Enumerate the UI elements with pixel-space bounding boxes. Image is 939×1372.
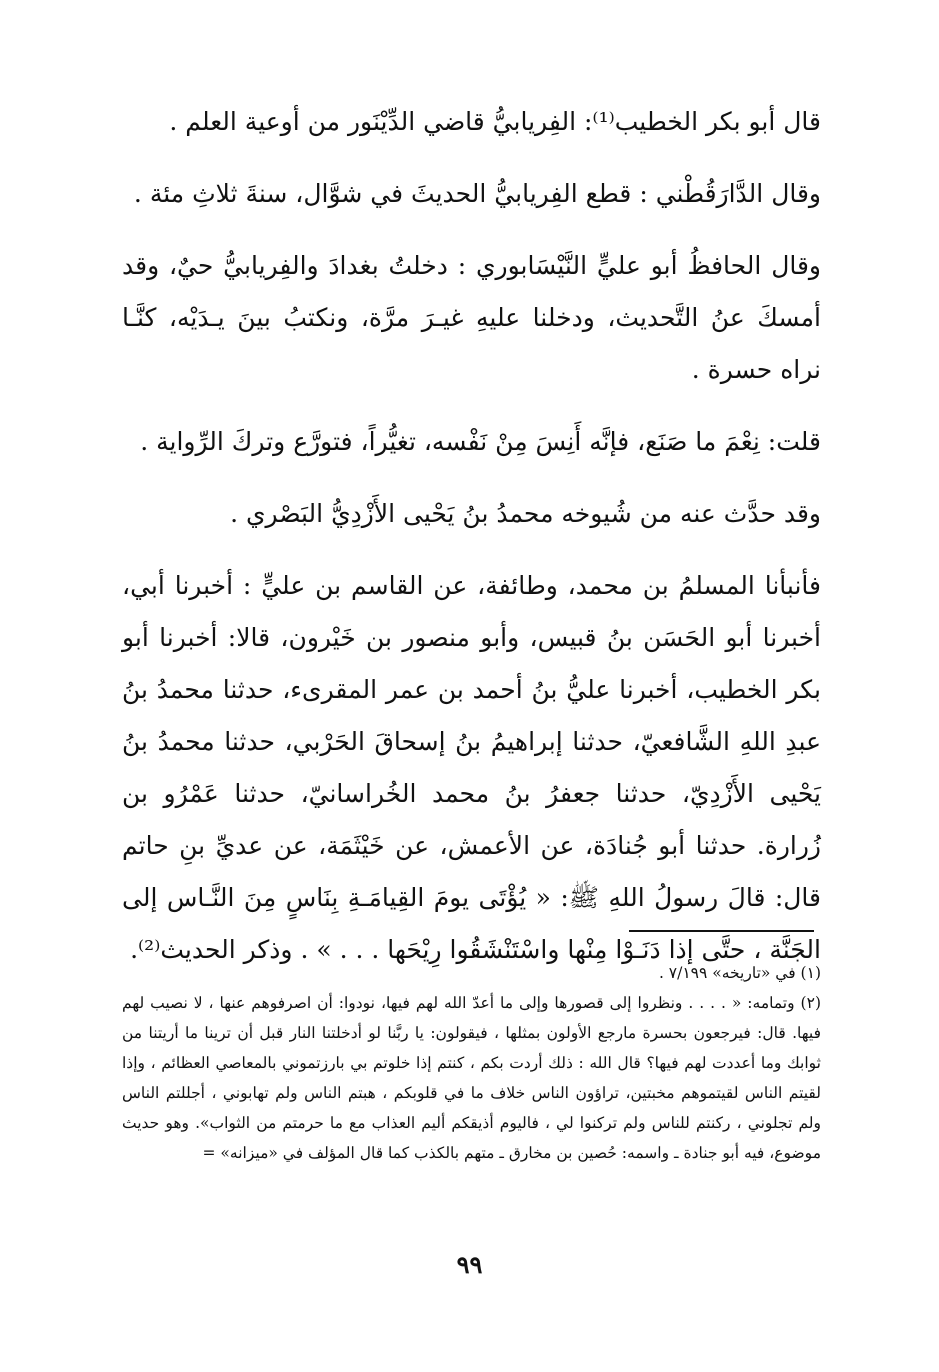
main-text [122, 96, 821, 964]
footnotes [122, 958, 821, 1168]
paragraph-narrators: وقد حدَّث عنه من شُيوخه محمدُ بنُ يَحْيى الأَزْدِيُّ البَصْري . [230, 499, 821, 528]
footnote-divider [629, 930, 814, 932]
paragraph-naysaburi: وقال الحافظُ أبو عليٍّ النَّيْسَابوري : دخلتُ بغدادَ والفِريابيُّ حيٌ، وقد أمسكَ عنُ التَّحديث، ودخلنا عليهِ غيـرَ مرَّة، ونكتبُ بينَ يـدَيْه، كنَّـا نراه حسرة . [122, 251, 821, 384]
paragraph-isnad-hadith: فأنبأنا المسلمُ بن محمد، وطائفة، عن القاسم بن عليٍّ : أخبرنا أبي، أخبرنا أبو الحَسَن بنُ قبيس، وأبو منصور بن خَيْرون، قالا: أخبرنا أبو بكر الخطيب، أخبرنا عليُّ بنُ أحمد بن عمر المقرىء، حدثنا محمدُ بنُ عبدِ اللهِ الشَّافعيّ، حدثنا إبراهيمُ بنُ إسحاقَ الحَرْبي، حدثنا محمدُ بنُ يَحْيى الأَزْدِيّ، حدثنا جعفرُ بنُ محمد الخُراسانيّ، حدثنا عَمْرُو بن زُرارة. حدثنا أبو جُنادَة، عن الأعمش، عن خَيْثَمَة، عن عديِّ بنِ حاتم قال: قالَ رسولُ اللهِ ﷺ: « يُؤْتَى يومَ القِيامَـةِ بِنَاسٍ مِنَ النَّـاس إلى الجَنَّة ، حتَّى إذا دَنَـوْا مِنْها واسْتَنْشَقُوا رِيْحَها . . . » . وذكر الحديث⁽²⁾. [122, 571, 821, 964]
paragraph-author-comment: قلت: نِعْمَ ما صَنَع، فإنَّه أَنِسَ مِنْ نَفْسه، تغيُّراً، فتورَّع وتركَ الرِّواية . [140, 427, 821, 456]
footnote-2: (٢) وتمامه: « . . . . ونظروا إلى قصورها وإلى ما أعدّ الله لهم فيها، نودوا: أن اصرفوهم عنها ، لا نصيب لهم فيها. قال: فيرجعون بحسرة مارجع الأولون بمثلها ، فيقولون: يا ربَّنا لو أدخلتنا النار قبل أن ترينا ما أريتنا من ثوابك وما أعددت لهم فيها؟ قال الله : ذلك أردت بكم ، كنتم إذا خلوتم بي بارزتموني بالمعاصي العظائم ، وإذا لقيتم الناس لقيتموهم مخبتين، تراؤون الناس خلاف ما في قلوبكم ، هبتم الناس ولم تهابوني ، أجللتم الناس ولم تجلوني ، ركنتم للناس ولم تركنوا لي ، فاليوم أذيقكم أليم العذاب مع ما حرمتم من الثواب». وهو حديث موضوع، فيه أبو جنادة ـ واسمه: حُصين بن مخارق ـ متهم بالكذب كما قال المؤلف في «ميزانه» = [122, 994, 821, 1162]
paragraph-khatib: قال أبو بكر الخطيب⁽¹⁾: الفِريابيُّ قاضي الدِّيْنَور من أوعية العلم . [169, 107, 821, 136]
paragraph-daraqutni: وقال الدَّارَقُطْني : قطع الفِريابيُّ الحديثَ في شوَّال، سنةَ ثلاثِ مئة . [133, 179, 821, 208]
footnote-1: (١) في «تاريخه» ٧/١٩٩ . [658, 964, 821, 982]
page-number: ٩٩ [456, 1250, 483, 1279]
